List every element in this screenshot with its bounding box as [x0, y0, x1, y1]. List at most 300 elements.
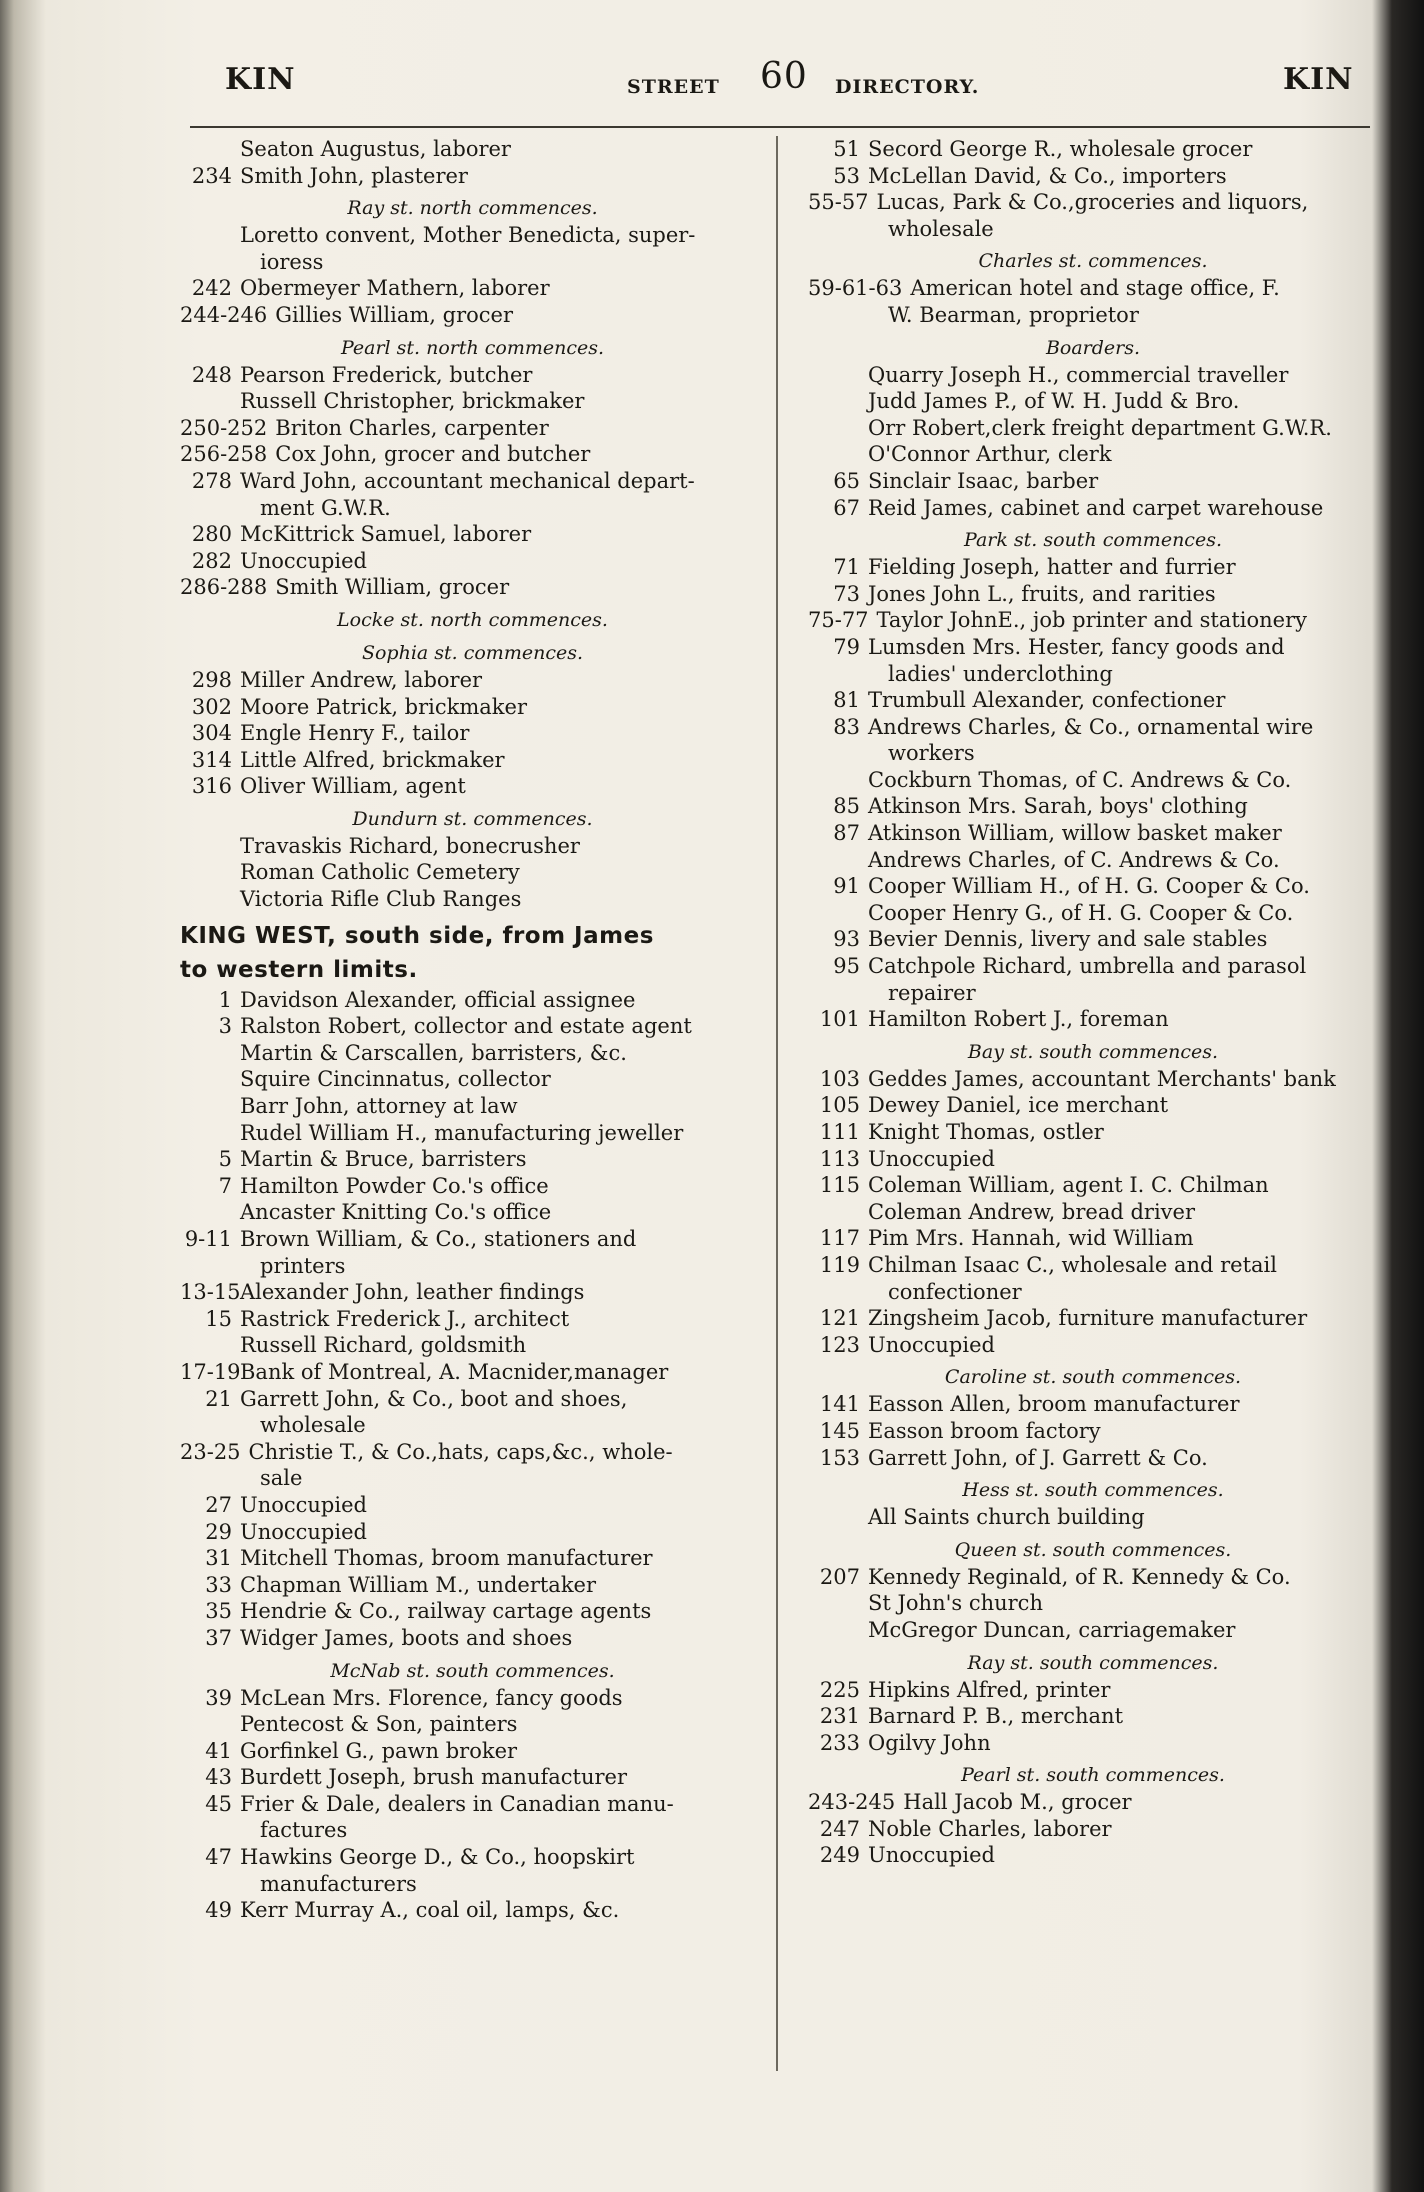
entry-text: Ralston Robert, collector and estate agent	[240, 1014, 692, 1039]
directory-entry	[808, 1199, 1378, 1226]
entry-text: Zingsheim Jacob, furniture manufacturer	[868, 1306, 1308, 1331]
street-number: 47	[205, 1845, 232, 1870]
entry-text: Cooper Henry G., of H. G. Cooper & Co.	[868, 900, 1294, 925]
street-number: 51	[833, 137, 860, 161]
street-number: 314	[191, 747, 232, 772]
directory-entry	[180, 886, 765, 913]
street-number: 207	[819, 1564, 860, 1589]
street-number: 145	[819, 1418, 860, 1443]
entry-text: Bevier Dennis, livery and sale stables	[868, 927, 1268, 952]
street-number: 248	[191, 362, 232, 387]
entry-text: W. Bearman, proprietor	[888, 302, 1139, 327]
street-number: 49	[205, 1898, 232, 1923]
directory-entry	[808, 714, 1378, 741]
entry-text: printers	[260, 1253, 346, 1278]
street-number: 1	[218, 987, 232, 1012]
directory-entry	[180, 1791, 765, 1818]
entry-text: Victoria Rifle Club Ranges	[240, 887, 522, 912]
street-number: 113	[819, 1146, 860, 1171]
entry-text: Noble Charles, laborer	[868, 1816, 1112, 1841]
entry-text: Reid James, cabinet and carpet warehouse	[868, 495, 1324, 520]
entry-text: McLean Mrs. Florence, fancy goods	[240, 1685, 623, 1710]
directory-entry	[180, 1199, 765, 1226]
cross-street-heading: McNab st. south commences.	[330, 1659, 615, 1682]
entry-text: Dewey Daniel, ice merchant	[868, 1093, 1169, 1118]
entry-text: Jones John L., fruits, and rarities	[868, 581, 1216, 606]
entry-text: Widger James, boots and shoes	[240, 1625, 573, 1650]
directory-entry	[808, 953, 1378, 980]
street-number: 119	[819, 1252, 860, 1277]
street-number: 21	[205, 1386, 232, 1411]
street-number: 117	[819, 1226, 860, 1251]
entry-text: Hall Jacob M., grocer	[903, 1790, 1132, 1815]
directory-entry	[808, 441, 1378, 468]
directory-entry	[808, 1146, 1378, 1173]
entry-text: workers	[888, 741, 975, 766]
cross-street-heading: Hess st. south commences.	[962, 1479, 1224, 1502]
entry-text: Smith John, plasterer	[240, 163, 468, 188]
directory-entry	[180, 1066, 765, 1093]
entry-text: Little Alfred, brickmaker	[240, 747, 505, 772]
entry-text: repairer	[888, 980, 976, 1005]
right-column	[808, 136, 1378, 1869]
entry-text: Oliver William, agent	[240, 774, 466, 799]
street-number: 280	[191, 522, 232, 547]
entry-text: Taylor JohnE., job printer and stationery	[876, 608, 1307, 633]
directory-entry	[808, 495, 1378, 522]
entry-text: Squire Cincinnatus, collector	[240, 1067, 551, 1092]
street-number: 304	[191, 721, 232, 746]
directory-entry	[180, 1625, 765, 1652]
entry-text: Martin & Bruce, barristers	[240, 1147, 527, 1172]
entry-text: Chilman Isaac C., wholesale and retail	[868, 1252, 1277, 1277]
directory-entry	[808, 275, 1378, 302]
directory-entry	[180, 1013, 765, 1040]
street-number: 249	[819, 1843, 860, 1868]
street-number: 286-288	[180, 575, 268, 600]
directory-entry	[180, 441, 765, 468]
entry-text: Barr John, attorney at law	[240, 1094, 518, 1119]
directory-entry	[180, 163, 765, 190]
street-number: 9-11	[184, 1227, 232, 1251]
entry-text: manufacturers	[260, 1871, 417, 1896]
directory-entry	[808, 554, 1378, 581]
entry-text: Davidson Alexander, official assignee	[240, 987, 636, 1012]
directory-entry	[180, 1685, 765, 1712]
street-number: 250-252	[180, 415, 268, 440]
directory-entry	[808, 740, 1378, 767]
street-number: 75-77	[808, 608, 869, 633]
entry-text: factures	[260, 1818, 348, 1843]
street-number: 41	[205, 1738, 232, 1763]
street-number: 65	[833, 468, 860, 493]
entry-text: Rudel William H., manufacturing jeweller	[240, 1120, 684, 1145]
entry-text: ment G.W.R.	[260, 495, 391, 520]
directory-entry	[808, 634, 1378, 661]
entry-text: Orr Robert,clerk freight department G.W.R.	[868, 415, 1332, 440]
directory-entry	[180, 1386, 765, 1413]
entry-text: Quarry Joseph H., commercial traveller	[868, 362, 1289, 387]
entry-text: confectioner	[888, 1279, 1022, 1304]
directory-entry	[180, 1598, 765, 1625]
street-number: 91	[833, 874, 860, 899]
directory-entry	[808, 302, 1378, 329]
cross-street-heading: Ray st. south commences.	[967, 1651, 1219, 1674]
directory-entry	[808, 1418, 1378, 1445]
header-rule	[190, 126, 1370, 128]
cross-street-heading: Charles st. commences.	[978, 250, 1208, 273]
entry-text: Pentecost & Son, painters	[240, 1712, 518, 1737]
directory-entry	[808, 1590, 1378, 1617]
header-right-guide-word: KIN	[1283, 62, 1354, 97]
entry-text: American hotel and stage office, F.	[910, 276, 1280, 301]
directory-entry	[180, 1764, 765, 1791]
entry-text: Easson broom factory	[868, 1418, 1101, 1443]
entry-text: Unoccupied	[868, 1146, 995, 1171]
entry-text: Engle Henry F., tailor	[240, 721, 470, 746]
directory-entry	[808, 1279, 1378, 1306]
directory-entry	[180, 1093, 765, 1120]
street-number: 231	[819, 1704, 860, 1729]
directory-entry	[808, 980, 1378, 1007]
street-number: 244-246	[180, 302, 268, 327]
entry-text: McKittrick Samuel, laborer	[240, 522, 532, 547]
street-number: 7	[218, 1173, 232, 1198]
street-number: 282	[191, 548, 232, 573]
entry-text: Easson Allen, broom manufacturer	[868, 1392, 1240, 1417]
directory-entry	[808, 687, 1378, 714]
entry-text: Coleman Andrew, bread driver	[868, 1199, 1195, 1224]
street-number: 3	[218, 1014, 232, 1039]
directory-entry	[180, 1279, 765, 1306]
directory-entry	[808, 1703, 1378, 1730]
directory-entry	[808, 900, 1378, 927]
entry-text: Smith William, grocer	[275, 575, 510, 600]
cross-street-heading: Queen st. south commences.	[954, 1538, 1232, 1561]
entry-text: Frier & Dale, dealers in Canadian manu-	[240, 1791, 674, 1816]
directory-entry	[180, 1412, 765, 1439]
directory-entry	[808, 1119, 1378, 1146]
entry-text: Kerr Murray A., coal oil, lamps, &c.	[240, 1898, 620, 1923]
directory-entry	[180, 1738, 765, 1765]
directory-entry	[180, 521, 765, 548]
entry-text: Travaskis Richard, bonecrusher	[240, 833, 580, 858]
street-number: 81	[833, 688, 860, 713]
entry-text: Fielding Joseph, hatter and furrier	[868, 555, 1236, 580]
street-number: 31	[205, 1546, 232, 1571]
entry-text: Andrews Charles, of C. Andrews & Co.	[868, 847, 1280, 872]
entry-text: Mitchell Thomas, broom manufacturer	[240, 1546, 653, 1571]
entry-text: Alexander John, leather findings	[240, 1280, 585, 1305]
directory-entry	[808, 1842, 1378, 1869]
directory-entry	[180, 1439, 765, 1466]
entry-text: Hamilton Powder Co.'s office	[240, 1173, 549, 1198]
binding-shadow	[2, 1010, 30, 1130]
directory-entry	[180, 1817, 765, 1844]
street-number: 67	[833, 495, 860, 520]
directory-entry	[180, 362, 765, 389]
directory-entry	[180, 1146, 765, 1173]
street-number: 242	[191, 276, 232, 301]
entry-text: Ogilvy John	[868, 1730, 991, 1755]
header-directory: DIRECTORY.	[835, 76, 980, 98]
street-number: 95	[833, 954, 860, 979]
street-number: 153	[819, 1445, 860, 1470]
entry-text: Coleman William, agent I. C. Chilman	[868, 1173, 1269, 1198]
directory-entry	[180, 1492, 765, 1519]
entry-text: Pim Mrs. Hannah, wid William	[868, 1226, 1194, 1251]
entry-text: Obermeyer Mathern, laborer	[240, 276, 550, 301]
street-number: 45	[205, 1791, 232, 1816]
street-section-heading: to western limits.	[180, 956, 418, 983]
directory-entry	[808, 1305, 1378, 1332]
entry-text: Miller Andrew, laborer	[240, 667, 483, 692]
street-number: 93	[833, 927, 860, 952]
directory-entry	[180, 249, 765, 276]
street-number: 103	[819, 1066, 860, 1091]
entry-text: Unoccupied	[868, 1332, 995, 1357]
header-street: STREET	[627, 76, 720, 98]
street-number: 302	[191, 694, 232, 719]
directory-entry	[808, 163, 1378, 190]
entry-text: Hipkins Alfred, printer	[868, 1677, 1111, 1702]
entry-text: Pearson Frederick, butcher	[240, 362, 533, 387]
street-number: 73	[833, 581, 860, 606]
directory-entry	[808, 1066, 1378, 1093]
directory-entry	[808, 1092, 1378, 1119]
street-number: 316	[191, 774, 232, 799]
cross-street-heading: Dundurn st. commences.	[352, 807, 593, 830]
directory-entry	[180, 694, 765, 721]
column-divider	[776, 136, 778, 2071]
entry-text: Lucas, Park & Co.,groceries and liquors,	[876, 190, 1309, 215]
street-number: 83	[833, 714, 860, 739]
entry-text: Sinclair Isaac, barber	[868, 468, 1099, 493]
directory-entry	[180, 495, 765, 522]
entry-text: McLellan David, & Co., importers	[868, 163, 1227, 188]
entry-text: Christie T., & Co.,hats, caps,&c., whole-	[248, 1439, 673, 1464]
entry-text: Ward John, accountant mechanical depart-	[240, 468, 695, 493]
entry-text: Garrett John, of J. Garrett & Co.	[868, 1445, 1208, 1470]
entry-text: Geddes James, accountant Merchants' bank	[868, 1066, 1336, 1091]
directory-entry	[808, 1445, 1378, 1472]
directory-entry	[808, 468, 1378, 495]
directory-entry	[180, 415, 765, 442]
entry-text: Barnard P. B., merchant	[868, 1704, 1124, 1729]
cross-street-heading: Park st. south commences.	[964, 529, 1222, 552]
street-number: 5	[218, 1147, 232, 1172]
street-number: 278	[191, 468, 232, 493]
directory-entry	[808, 661, 1378, 688]
cross-street-heading: Sophia st. commences.	[361, 641, 584, 664]
page-number: 60	[760, 56, 808, 97]
directory-entry	[808, 1252, 1378, 1279]
entry-text: Trumbull Alexander, confectioner	[868, 688, 1226, 713]
street-number: 23-25	[180, 1439, 241, 1464]
directory-entry	[808, 189, 1378, 216]
directory-entry	[808, 1677, 1378, 1704]
directory-entry	[180, 1545, 765, 1572]
cross-street-heading: Boarders.	[1045, 336, 1141, 359]
entry-text: Unoccupied	[868, 1843, 995, 1868]
directory-entry	[808, 388, 1378, 415]
street-number: 85	[833, 794, 860, 819]
street-number: 33	[205, 1572, 232, 1597]
entry-text: Loretto convent, Mother Benedicta, super-	[240, 223, 696, 248]
entry-text: Cox John, grocer and butcher	[275, 442, 591, 467]
directory-entry	[180, 1897, 765, 1924]
directory-entry	[180, 1871, 765, 1898]
directory-entry	[808, 607, 1378, 634]
directory-entry	[808, 1391, 1378, 1418]
entry-text: Judd James P., of W. H. Judd & Bro.	[868, 389, 1240, 414]
street-number: 243-245	[808, 1790, 896, 1815]
entry-text: Atkinson Mrs. Sarah, boys' clothing	[868, 794, 1248, 819]
street-number: 17-19	[180, 1359, 241, 1384]
street-number: 13-15	[180, 1280, 241, 1305]
directory-entry	[180, 468, 765, 495]
directory-entry	[180, 859, 765, 886]
entry-text: Ancaster Knitting Co.'s office	[240, 1200, 552, 1225]
entry-text: Cooper William H., of H. G. Cooper & Co.	[868, 874, 1310, 899]
entry-text: Seaton Augustus, laborer	[240, 137, 511, 161]
street-number: 35	[205, 1599, 232, 1624]
directory-entry	[180, 1572, 765, 1599]
entry-text: Unoccupied	[240, 1519, 367, 1544]
directory-entry	[180, 136, 765, 163]
street-number: 27	[205, 1492, 232, 1517]
entry-text: Martin & Carscallen, barristers, &c.	[240, 1040, 627, 1065]
directory-entry	[808, 1225, 1378, 1252]
entry-text: Garrett John, & Co., boot and shoes,	[240, 1386, 628, 1411]
cross-street-heading: Bay st. south commences.	[967, 1040, 1219, 1063]
street-number: 43	[205, 1765, 232, 1790]
entry-text: Unoccupied	[240, 548, 367, 573]
entry-text: Hawkins George D., & Co., hoopskirt	[240, 1845, 635, 1870]
directory-entry	[808, 581, 1378, 608]
directory-entry	[180, 548, 765, 575]
entry-text: Briton Charles, carpenter	[275, 415, 549, 440]
entry-text: sale	[260, 1466, 303, 1491]
cross-street-heading: Caroline st. south commences.	[944, 1366, 1242, 1389]
entry-text: Cockburn Thomas, of C. Andrews & Co.	[868, 767, 1292, 792]
entry-text: Lumsden Mrs. Hester, fancy goods and	[868, 634, 1285, 659]
street-number: 59-61-63	[808, 276, 903, 301]
entry-text: Burdett Joseph, brush manufacturer	[240, 1765, 627, 1790]
directory-entry	[180, 1519, 765, 1546]
directory-entry	[180, 1040, 765, 1067]
entry-text: Bank of Montreal, A. Macnider,manager	[240, 1359, 669, 1384]
cross-street-heading: Pearl st. south commences.	[961, 1764, 1225, 1787]
directory-entry	[808, 1816, 1378, 1843]
street-number: 39	[205, 1685, 232, 1710]
directory-entry	[180, 1306, 765, 1333]
street-number: 37	[205, 1625, 232, 1650]
directory-entry	[180, 833, 765, 860]
entry-text: Unoccupied	[240, 1492, 367, 1517]
directory-entry	[808, 136, 1378, 163]
entry-text: Russell Richard, goldsmith	[240, 1333, 527, 1358]
directory-entry	[180, 1226, 765, 1253]
directory-entry	[808, 415, 1378, 442]
directory-entry	[180, 747, 765, 774]
directory-entry	[180, 1332, 765, 1359]
street-number: 101	[819, 1007, 860, 1032]
directory-entry	[808, 767, 1378, 794]
street-number: 71	[833, 555, 860, 580]
directory-entry	[180, 1465, 765, 1492]
street-number: 29	[205, 1519, 232, 1544]
street-number: 105	[819, 1093, 860, 1118]
entry-text: All Saints church building	[868, 1505, 1145, 1530]
entry-text: Knight Thomas, ostler	[868, 1120, 1104, 1144]
street-number: 55-57	[808, 190, 869, 215]
entry-text: Roman Catholic Cemetery	[240, 860, 520, 885]
directory-entry	[808, 216, 1378, 243]
directory-entry	[808, 793, 1378, 820]
street-number: 247	[819, 1816, 860, 1841]
entry-text: Atkinson William, willow basket maker	[868, 821, 1282, 846]
directory-entry	[808, 362, 1378, 389]
entry-text: Andrews Charles, & Co., ornamental wire	[868, 714, 1314, 739]
street-number: 115	[819, 1173, 860, 1198]
directory-entry	[180, 222, 765, 249]
directory-entry	[180, 302, 765, 329]
directory-entry	[808, 1172, 1378, 1199]
street-number: 87	[833, 821, 860, 846]
entry-text: ioress	[260, 249, 324, 274]
entry-text: Moore Patrick, brickmaker	[240, 694, 527, 719]
entry-text: Catchpole Richard, umbrella and parasol	[868, 954, 1307, 979]
street-number: 53	[833, 163, 860, 188]
directory-entry	[180, 1253, 765, 1280]
street-number: 141	[819, 1392, 860, 1417]
header-left-guide-word: KIN	[225, 62, 296, 97]
entry-text: St John's church	[868, 1591, 1043, 1616]
directory-entry	[808, 820, 1378, 847]
entry-text: wholesale	[888, 216, 994, 241]
entry-text: ladies' underclothing	[888, 661, 1113, 686]
directory-entry	[180, 1359, 765, 1386]
cross-street-heading: Ray st. north commences.	[347, 197, 598, 220]
directory-entry	[808, 1789, 1378, 1816]
street-number: 298	[191, 667, 232, 692]
street-number: 123	[819, 1332, 860, 1357]
entry-text: Secord George R., wholesale grocer	[868, 137, 1253, 161]
cross-street-heading: Locke st. north commences.	[337, 608, 608, 631]
street-number: 256-258	[180, 442, 268, 467]
directory-entry	[180, 388, 765, 415]
directory-entry	[180, 574, 765, 601]
street-number: 79	[833, 634, 860, 659]
directory-entry	[808, 1617, 1378, 1644]
street-number: 15	[205, 1306, 232, 1331]
cross-street-heading: Pearl st. north commences.	[340, 336, 605, 359]
entry-text: O'Connor Arthur, clerk	[868, 442, 1112, 467]
entry-text: Kennedy Reginald, of R. Kennedy & Co.	[868, 1564, 1291, 1589]
directory-entry	[808, 1332, 1378, 1359]
entry-text: Gorfinkel G., pawn broker	[240, 1738, 518, 1763]
directory-entry	[808, 1006, 1378, 1033]
directory-entry	[808, 1564, 1378, 1591]
entry-text: Brown William, & Co., stationers and	[240, 1227, 637, 1251]
street-number: 121	[819, 1306, 860, 1331]
directory-entry	[180, 1120, 765, 1147]
directory-entry	[180, 667, 765, 694]
directory-entry	[180, 1844, 765, 1871]
directory-entry	[180, 1711, 765, 1738]
entry-text: Gillies William, grocer	[275, 302, 514, 327]
